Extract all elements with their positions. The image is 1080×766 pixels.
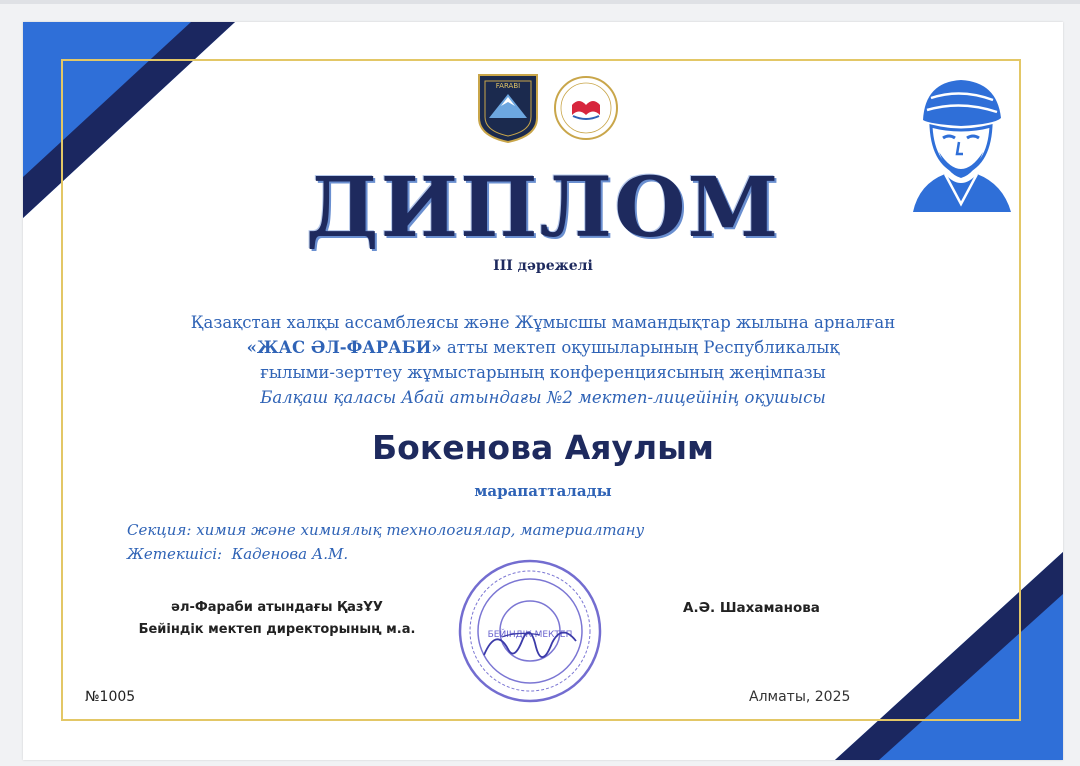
diploma-number: №1005 [85, 689, 136, 705]
description-line-2-rest: атты мектеп оқушыларының Республикалық [441, 338, 840, 357]
awarded-text: марапатталады [474, 482, 612, 500]
diploma-sheet [23, 22, 1063, 760]
section-line: Секция: химия және химиялық технологиялар, материалтану [127, 521, 645, 539]
svg-text:FARABI: FARABI [495, 82, 521, 90]
svg-text:БЕЙІНДІК МЕКТЕП: БЕЙІНДІК МЕКТЕП [487, 630, 573, 640]
award-description [23, 310, 1063, 410]
specialized-school-logo [553, 75, 619, 141]
description-line-4: Балқаш қаласы Абай атындағы №2 мектеп-лицейінің оқушысы [260, 388, 826, 407]
official-stamp [456, 557, 604, 705]
top-scroll-bar [0, 0, 1080, 4]
degree-label: III дәрежелі [493, 258, 593, 274]
diploma-title: ДИПЛОМ [305, 160, 781, 256]
signatory-left [127, 597, 427, 641]
conference-name: «ЖАС ӘЛ-ФАРАБИ» [246, 338, 442, 357]
farabi-university-logo [475, 72, 541, 144]
description-line-3: ғылыми-зерттеу жұмыстарының конференциясының жеңімпазы [260, 363, 826, 382]
supervisor-line: Жетекшісі: Каденова А.М. [127, 545, 349, 563]
city-year: Алматы, 2025 [749, 689, 851, 705]
description-line-2 [23, 335, 1063, 360]
signatory-left-line-2: Бейіндік мектеп директорының м.а. [138, 622, 416, 637]
description-line-1: Қазақстан халқы ассамблеясы және Жұмысшы мамандықтар жылына арналған [190, 313, 896, 332]
signatory-right: А.Ә. Шахаманова [683, 600, 820, 616]
signatory-left-line-1: әл-Фараби атындағы ҚазҰУ [171, 600, 383, 615]
recipient-name: Бокенова Аяулым [372, 428, 714, 467]
